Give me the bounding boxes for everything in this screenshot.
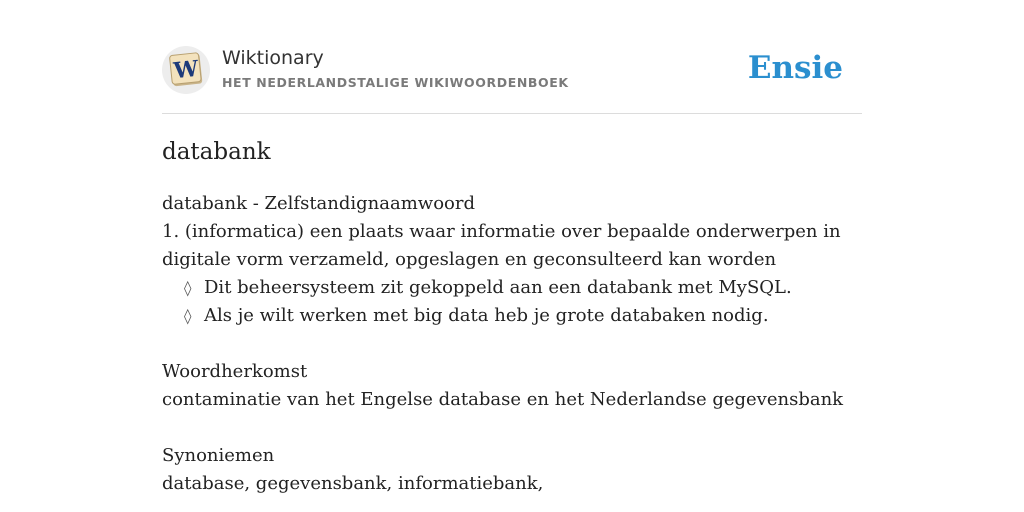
example-item [184, 302, 769, 330]
site-tagline: HET NEDERLANDSTALIGE WIKIWOORDENBOEK [222, 75, 569, 90]
site-name[interactable]: Wiktionary [222, 47, 324, 69]
header [162, 46, 862, 94]
example-text: Dit beheersysteem zit gekoppeld aan een databank met MySQL. [204, 277, 792, 298]
example-item [184, 274, 792, 302]
logo-tile-icon [162, 46, 210, 94]
diamond-icon: ◊ [184, 307, 192, 325]
etymology-text: contaminatie van het Engelse database en het Nederlandse gegevensbank [162, 389, 844, 410]
header-divider [162, 113, 862, 114]
part-of-speech: databank - Zelfstandignaamwoord [162, 193, 476, 214]
etymology-heading: Woordherkomst [162, 361, 308, 382]
definition-line-1: 1. (informatica) een plaats waar informatie over bepaalde onderwerpen in [162, 221, 841, 242]
synonyms-heading: Synoniemen [162, 445, 275, 466]
example-text: Als je wilt werken met big data heb je grote databaken nodig. [204, 305, 769, 326]
wiktionary-logo-icon[interactable] [162, 46, 210, 94]
page-title: databank [162, 139, 271, 165]
diamond-icon: ◊ [184, 279, 192, 297]
logo-letter: W [172, 55, 200, 85]
brand-logo[interactable]: Ensie [747, 50, 843, 86]
definition-line-2: digitale vorm verzameld, opgeslagen en geconsulteerd kan worden [162, 249, 777, 270]
synonyms-text: database, gegevensbank, informatiebank, [162, 473, 544, 494]
